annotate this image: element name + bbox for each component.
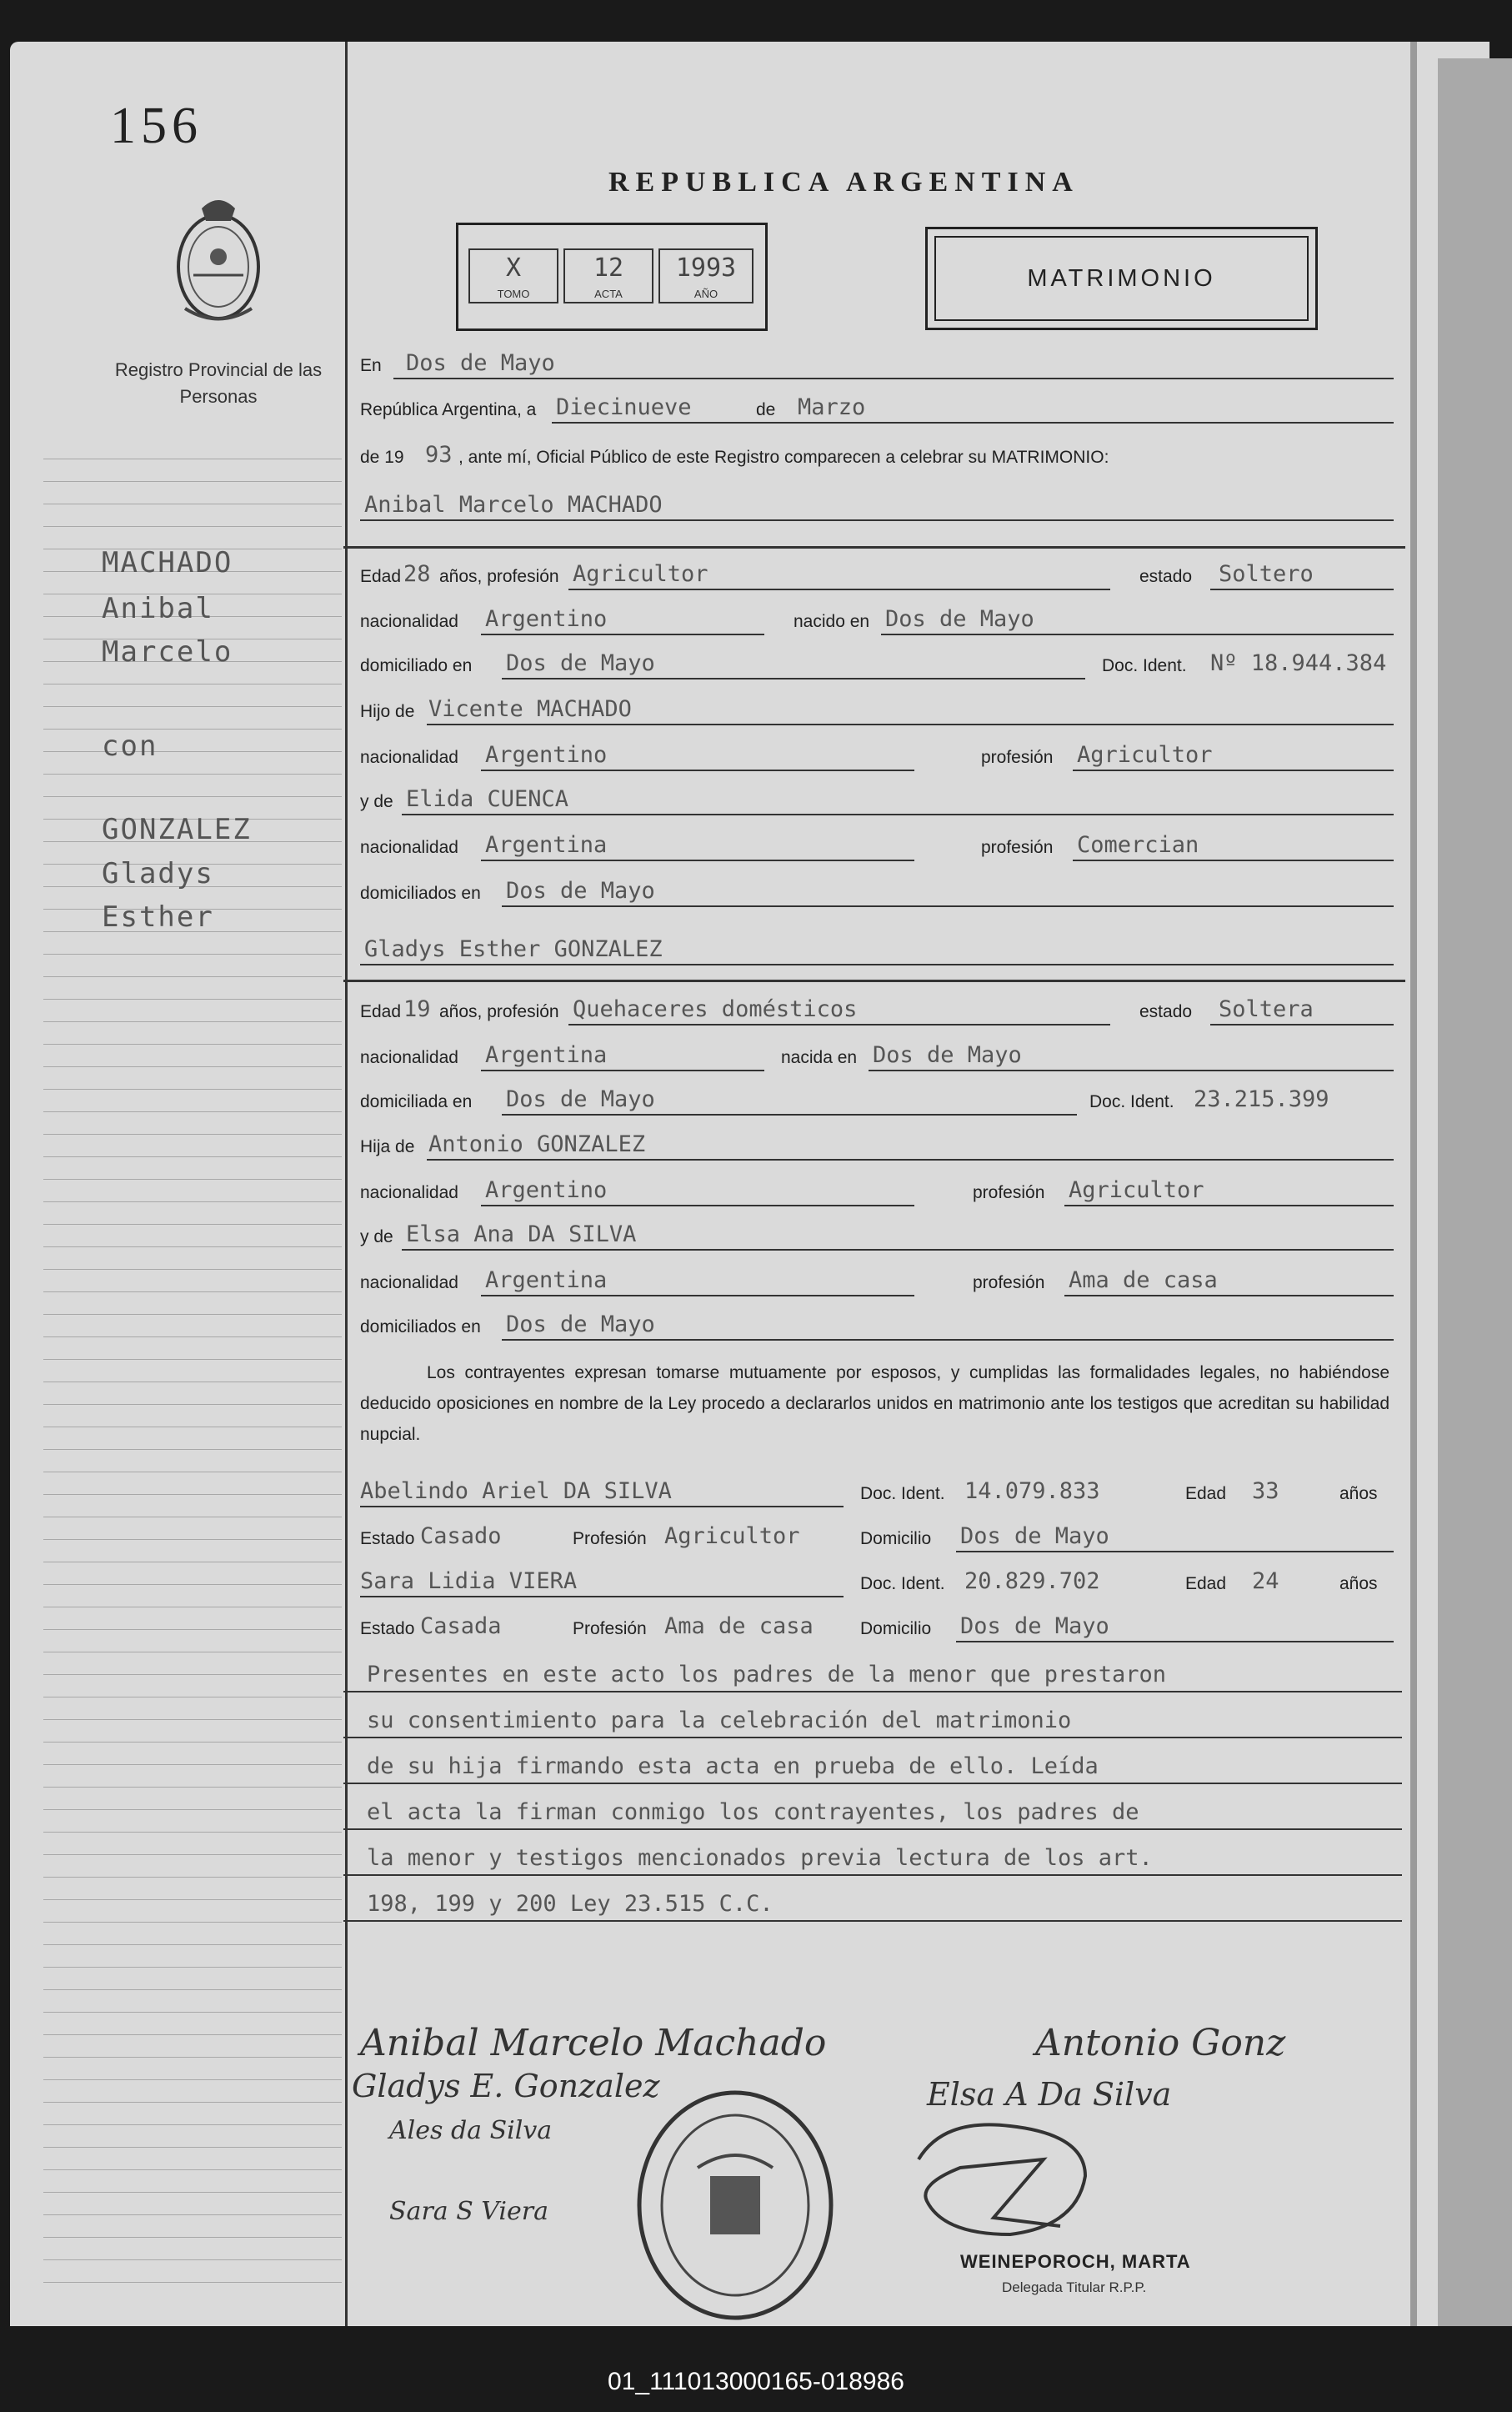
- ruled-line: [43, 1787, 342, 1788]
- acta-reference-box: [456, 223, 768, 331]
- bride-name: Gladys Esther GONZALEZ: [364, 936, 663, 962]
- bride-row-mother-nac: nacionalidad Argentina profesión Ama de casa: [360, 1263, 1423, 1296]
- declaration-paragraph: Los contrayentes expresan tomarse mutuamente por esposos, y cumplidas las formalidades legales, no habiéndose deducido oposiciones en nombre de la Ley procedo a declararlos unidos en matrimonio ante los testigos que acreditan su habilidad nupcial.: [360, 1363, 1389, 1444]
- tomo-cell: X TOMO: [468, 248, 558, 303]
- register-page: 156 Registro Provincial de las Personas MACHADO Anibal Marcelo con GONZALEZ Gladys Esther REPUBLICA ARGENTINA X TOMO 12 ACTA 1993 AÑO MATRIMONIO En Dos de Mayo República Argentina, a Diecinueve de Marzo de 19 93 , ante mí, Oficial Público de este Registro comparecen a celebrar su MATRIMONIO: Anibal Marcelo MACHADO Edad 28 años, profesión Agricultor estado Soltero nacionalidad Argentino nacido en Dos de Mayo domiciliado en Dos de Mayo Doc. Ident. Nº 18.944.384 Hijo de Vicente MACHADO nacionalidad Argentino profesión Agricultor y de Elida CUENCA nacionalidad Argentina profesión Comercian domiciliados en Dos de Mayo Gladys Esther GONZALEZ Edad 19 años, profesión Quehaceres domésticos estado Soltera nacionalidad Argentina nacida en Dos de Mayo domiciliada en Dos de Mayo Doc. Ident. 23.215.399 Hija de Antonio GONZALEZ nacionalidad Argentino profesión Agricultor y de Elsa Ana DA SILVA nacionalidad Argentina profesión Ama de casa domiciliados en Dos de Mayo Los contrayentes expresan tomarse mutuamente por esposos, y cumplidas las formalidades legales, no habiéndose deducido oposiciones en nombre de la Ley procedo a declararlos unidos en matrimonio ante los testigos que acreditan su habilidad nupcial. Abelindo Ariel DA SILVA Doc. Ident. 14.079.833 Edad 33 años Estado Casado Profesión Agricultor Domicilio Dos de Mayo Sara Lidia VIERA Doc. Ident. 20.829.702 Edad 24 años Estado Casada Profesión Ama de casa Domicilio Dos de Mayo Presentes en este acto los padres de la menor que prestaron su consentimiento para la celebración del matrimonio de su hija firmando esta acta en prueba de ello. Leída el acta la firman conmigo los contrayentes, los padres de la menor y testigos mencionados previa lectura de los art. 198, 199 y 200 Ley 23.515 C.C. Anibal Marcelo Machado Gladys E. Gonzalez Ales da Silva Sara S Viera Antonio Gonz Elsa A Da Silva WEINEPOROCH, MARTA Delegada Titular R.P.P.: [10, 42, 1489, 2326]
- ruled-line: [43, 1584, 342, 1585]
- page-number: 156: [110, 98, 203, 154]
- ruled-line: [43, 2282, 342, 2283]
- ruled-line: [43, 481, 342, 482]
- delegate-name: WEINEPOROCH, MARTA: [960, 2251, 1191, 2272]
- signature-witness1: Ales da Silva: [389, 2116, 553, 2145]
- ruled-line: [43, 1989, 342, 1990]
- anio-cell: 1993 AÑO: [658, 248, 753, 303]
- ruled-line: [43, 729, 342, 730]
- separator: [343, 546, 1405, 549]
- ruled-line: [43, 1404, 342, 1405]
- ruled-line: [43, 2057, 342, 2058]
- ruled-line: [43, 1899, 342, 1900]
- image-caption: 01_111013000165-018986: [608, 2368, 904, 2395]
- ruled-line: [43, 1877, 342, 1878]
- ruled-line: [43, 1944, 342, 1945]
- margin-con: con: [102, 730, 158, 763]
- ruled-line: [43, 1359, 342, 1360]
- country-title: REPUBLICA ARGENTINA: [608, 167, 1079, 198]
- groom-row-mother: y de Elida CUENCA: [360, 782, 1423, 815]
- margin-rule: [345, 42, 348, 2326]
- ruled-line: [43, 1336, 342, 1337]
- delegate-title: Delegada Titular R.P.P.: [1002, 2279, 1147, 2295]
- bride-row-edad: Edad 19 años, profesión Quehaceres domésticos estado Soltera: [360, 992, 1423, 1025]
- ruled-line: [43, 1224, 342, 1225]
- groom-row-dom: domiciliado en Dos de Mayo Doc. Ident. Nº 18.944.384: [360, 646, 1423, 679]
- ruled-line: [43, 1111, 342, 1112]
- intro-row-3: de 19 93 , ante mí, Oficial Público de este Registro comparecen a celebrar su MATRIMONIO:: [360, 442, 1109, 468]
- official-signature-icon: [894, 2109, 1144, 2251]
- ruled-line: [43, 796, 342, 797]
- groom-row-parents-dom: domiciliados en Dos de Mayo: [360, 874, 1423, 907]
- ruled-line: [43, 1134, 342, 1135]
- margin-bride-surname: GONZALEZ: [102, 813, 252, 846]
- ruled-line: [43, 1179, 342, 1180]
- ruled-line: [43, 1539, 342, 1540]
- ruled-line: [43, 2192, 342, 2193]
- intro-month: Marzo: [798, 394, 866, 420]
- margin-groom-surname: MACHADO: [102, 546, 233, 579]
- intro-row-1: En Dos de Mayo: [360, 346, 1423, 379]
- ruled-line: [43, 1291, 342, 1292]
- ruled-line: [43, 2124, 342, 2125]
- ruled-line: [43, 2079, 342, 2080]
- ruled-line: [43, 1674, 342, 1675]
- groom-row-mother-nac: nacionalidad Argentina profesión Comercian: [360, 828, 1423, 861]
- ruled-line: [43, 1089, 342, 1090]
- signature-groom: Anibal Marcelo Machado: [360, 2022, 827, 2064]
- ruled-line: [43, 999, 342, 1000]
- ruled-line: [43, 1832, 342, 1833]
- registro-provincial-label: Registro Provincial de las Personas: [114, 359, 323, 407]
- ruled-line: [43, 1764, 342, 1765]
- ruled-line: [43, 976, 342, 977]
- intro-day: Diecinueve: [556, 394, 692, 420]
- signature-father: Antonio Gonz: [1035, 2022, 1286, 2064]
- ruled-line: [43, 1044, 342, 1045]
- groom-name: Anibal Marcelo MACHADO: [364, 492, 663, 518]
- ruled-line: [43, 1967, 342, 1968]
- margin-bride-second: Esther: [102, 900, 214, 934]
- ruled-line: [43, 1201, 342, 1202]
- bride-row-dom: domiciliada en Dos de Mayo Doc. Ident. 23.215.399: [360, 1082, 1423, 1116]
- ruled-line: [43, 1719, 342, 1720]
- ruled-line: [43, 2259, 342, 2260]
- ruled-line: [43, 2169, 342, 2170]
- intro-place: Dos de Mayo: [406, 350, 555, 376]
- witness1-row: Abelindo Ariel DA SILVA Doc. Ident. 14.079.833 Edad 33 años: [360, 1474, 1423, 1507]
- ruled-line: [43, 1314, 342, 1315]
- bride-row-father: Hija de Antonio GONZALEZ: [360, 1127, 1423, 1161]
- document-type-box: [925, 227, 1318, 330]
- margin-groom-second: Marcelo: [102, 635, 233, 669]
- ruled-line: [43, 1494, 342, 1495]
- document-type: MATRIMONIO: [934, 236, 1309, 321]
- bride-row-father-nac: nacionalidad Argentino profesión Agricultor: [360, 1173, 1423, 1206]
- ruled-line: [43, 1021, 342, 1022]
- groom-row-edad: Edad 28 años, profesión Agricultor estado Soltero: [360, 557, 1423, 590]
- ruled-line: [43, 1629, 342, 1630]
- acta-cell: 12 ACTA: [563, 248, 653, 303]
- signature-witness2: Sara S Viera: [389, 2197, 549, 2226]
- adjacent-page: [1438, 58, 1512, 2326]
- ruled-line: [43, 2102, 342, 2103]
- ruled-line: [43, 706, 342, 707]
- ruled-line: [43, 2147, 342, 2148]
- ruled-line: [43, 751, 342, 752]
- groom-row-nac: nacionalidad Argentino nacido en Dos de Mayo: [360, 602, 1423, 635]
- ruled-line: [43, 2237, 342, 2238]
- ruled-line: [43, 2012, 342, 2013]
- ruled-line: [43, 1809, 342, 1810]
- ruled-line: [43, 2034, 342, 2035]
- bride-name-row: [360, 932, 1423, 965]
- ruled-line: [43, 774, 342, 775]
- bride-row-parents-dom: domiciliados en Dos de Mayo: [360, 1307, 1423, 1341]
- official-stamp-icon: [631, 2084, 839, 2326]
- bride-row-mother: y de Elsa Ana DA SILVA: [360, 1217, 1423, 1251]
- margin-groom-first: Anibal: [102, 592, 214, 625]
- witness2-details: Estado Casada Profesión Ama de casa Domicilio Dos de Mayo: [360, 1609, 1423, 1642]
- separator: [343, 980, 1405, 982]
- intro-row-2: República Argentina, a Diecinueve de Marzo: [360, 390, 1423, 424]
- ruled-line: [43, 1066, 342, 1067]
- ruled-line: [43, 1269, 342, 1270]
- groom-row-father-nac: nacionalidad Argentino profesión Agricultor: [360, 738, 1423, 771]
- ruled-line: [43, 954, 342, 955]
- witness1-details: Estado Casado Profesión Agricultor Domicilio Dos de Mayo: [360, 1519, 1423, 1552]
- signature-mother: Elsa A Da Silva: [927, 2076, 1172, 2113]
- ruled-line: [43, 1246, 342, 1247]
- coat-of-arms-seal-icon: [168, 183, 268, 333]
- groom-name-row: [360, 488, 1423, 521]
- groom-row-father: Hijo de Vicente MACHADO: [360, 692, 1423, 725]
- ruled-line: [43, 526, 342, 527]
- ruled-line: [43, 1922, 342, 1923]
- ruled-line: [43, 1742, 342, 1743]
- ruled-line: [43, 2214, 342, 2215]
- ruled-line: [43, 1854, 342, 1855]
- witness2-row: Sara Lidia VIERA Doc. Ident. 20.829.702 Edad 24 años: [360, 1564, 1423, 1597]
- intro-year: 93: [425, 442, 453, 468]
- signature-bride: Gladys E. Gonzalez: [352, 2068, 660, 2104]
- bride-row-nac: nacionalidad Argentina nacida en Dos de Mayo: [360, 1038, 1423, 1071]
- ruled-line: [43, 1156, 342, 1157]
- margin-bride-first: Gladys: [102, 857, 214, 890]
- ruled-line: [43, 1449, 342, 1450]
